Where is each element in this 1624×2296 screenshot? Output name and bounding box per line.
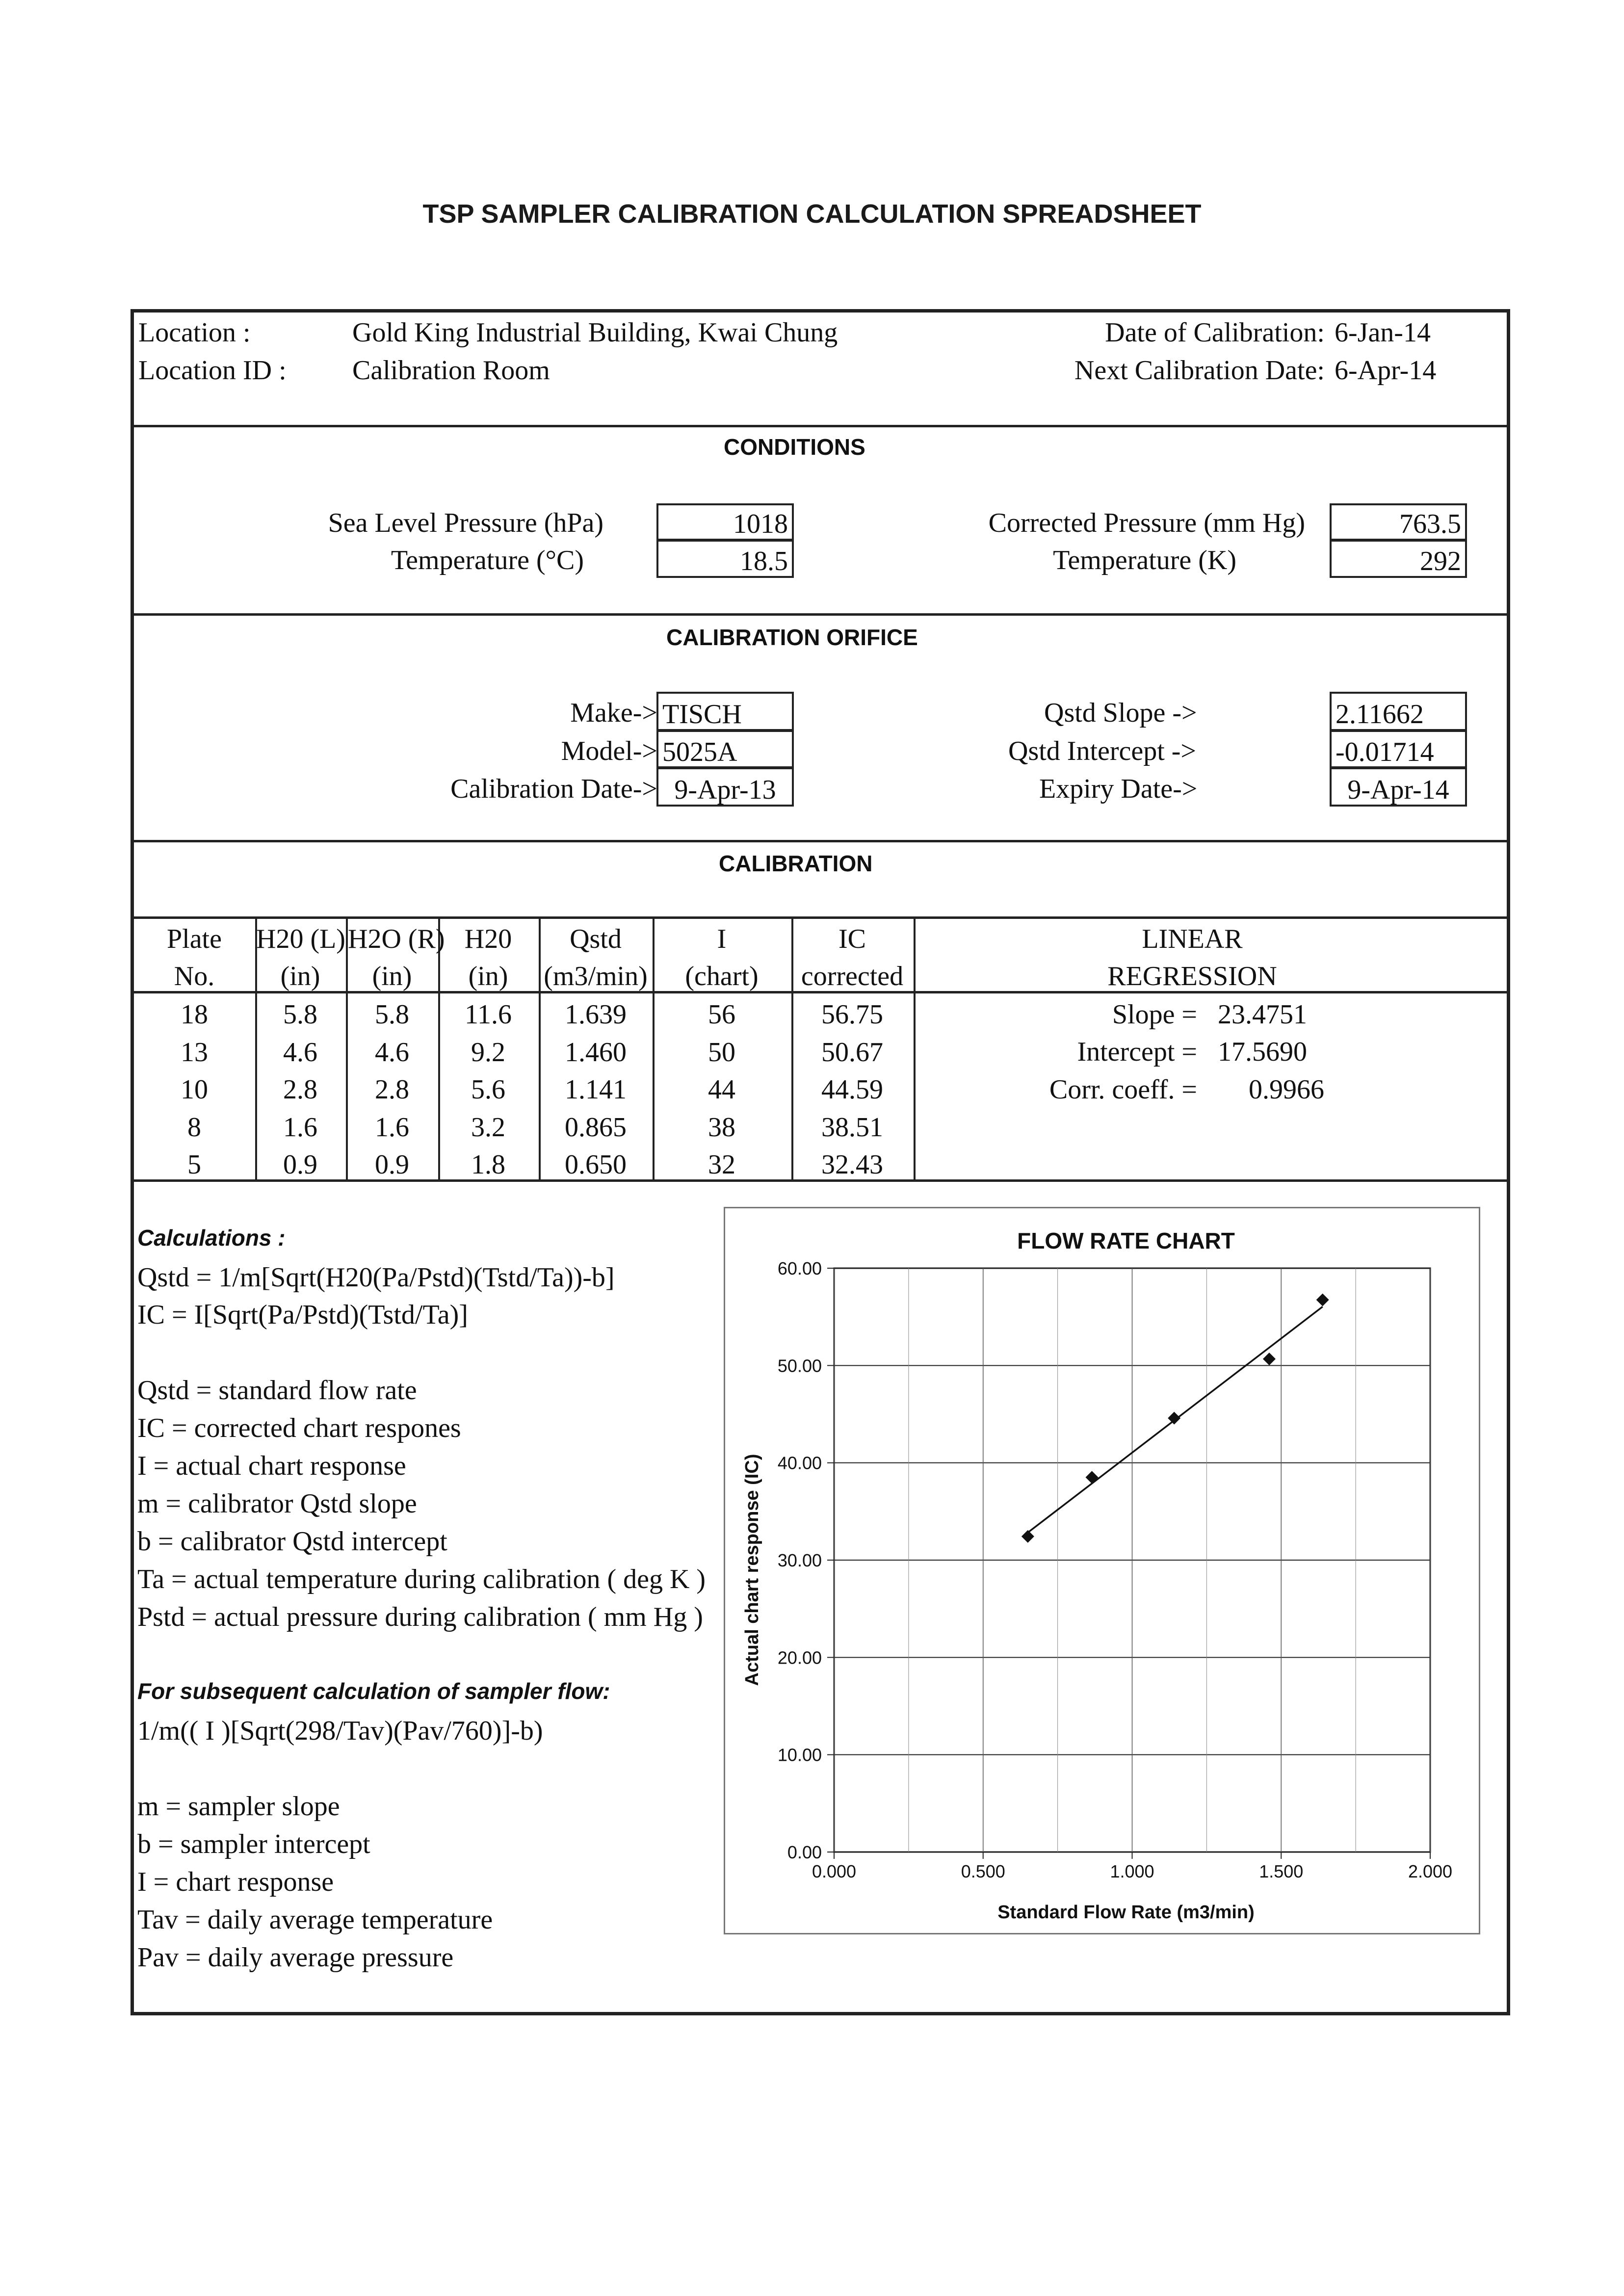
subsequent-title: For subsequent calculation of sampler flow: xyxy=(137,1678,610,1704)
conditions-title: CONDITIONS xyxy=(724,434,865,460)
definition-line: I = actual chart response xyxy=(137,1451,406,1481)
data-point xyxy=(1168,1412,1180,1425)
y-tick-label: 20.00 xyxy=(777,1647,822,1668)
definition-line: Pstd = actual pressure during calibration ( mm Hg ) xyxy=(137,1602,703,1632)
table-cell: 13 xyxy=(181,1037,208,1068)
y-tick-label: 40.00 xyxy=(777,1453,822,1473)
table-header-cell: IC xyxy=(838,924,866,954)
regression-intercept-value: 17.5690 xyxy=(1218,1037,1307,1067)
date-of-calibration-value: 6-Jan-14 xyxy=(1335,317,1431,348)
divider xyxy=(133,613,1507,616)
table-cell: 5.6 xyxy=(471,1074,505,1105)
table-header-cell: H2O (R) xyxy=(348,924,445,954)
formula-ic: IC = I[Sqrt(Pa/Pstd)(Tstd/Ta)] xyxy=(137,1300,468,1330)
table-cell: 8 xyxy=(187,1112,201,1143)
flow-rate-chart xyxy=(724,1207,1480,1934)
table-cell: 1.6 xyxy=(283,1112,317,1143)
x-tick-label: 0.500 xyxy=(961,1861,1005,1881)
orifice-calibration-date-value: 9-Apr-13 xyxy=(656,767,794,807)
qstd-intercept-value: -0.01714 xyxy=(1330,730,1467,768)
location-value: Gold King Industrial Building, Kwai Chung xyxy=(352,317,838,348)
date-of-calibration-label: Date of Calibration: xyxy=(1105,317,1325,348)
chart-x-axis-label: Standard Flow Rate (m3/min) xyxy=(997,1902,1255,1923)
make-label: Make-> xyxy=(570,698,657,728)
table-cell: 1.8 xyxy=(471,1149,505,1180)
sea-level-pressure-label: Sea Level Pressure (hPa) xyxy=(328,508,603,538)
table-cell: 0.650 xyxy=(565,1149,627,1180)
definition-line: Qstd = standard flow rate xyxy=(137,1375,417,1406)
temperature-k-label: Temperature (K) xyxy=(1053,545,1236,575)
x-tick-label: 1.000 xyxy=(1110,1861,1154,1881)
table-cell: 1.6 xyxy=(375,1112,409,1143)
calculations-title: Calculations : xyxy=(137,1225,286,1251)
regression-intercept-label: Intercept = xyxy=(1077,1037,1197,1067)
chart-title: FLOW RATE CHART xyxy=(1017,1228,1235,1253)
table-cell: 2.8 xyxy=(283,1074,317,1105)
calibration-orifice-title: CALIBRATION ORIFICE xyxy=(666,625,918,650)
formula-qstd: Qstd = 1/m[Sqrt(H20(Pa/Pstd)(Tstd/Ta))-b] xyxy=(137,1262,615,1293)
data-point xyxy=(1022,1530,1034,1543)
table-cell: 4.6 xyxy=(375,1037,409,1068)
table-cell: 5.8 xyxy=(283,999,317,1030)
next-calibration-label: Next Calibration Date: xyxy=(1074,355,1325,386)
table-header-cell: Plate xyxy=(167,924,222,954)
table-cell: 4.6 xyxy=(283,1037,317,1068)
table-header-unit: corrected xyxy=(801,961,904,991)
table-cell: 2.8 xyxy=(375,1074,409,1105)
table-header-unit: (in) xyxy=(280,961,320,991)
table-cell: 1.639 xyxy=(565,999,627,1030)
make-value: TISCH xyxy=(656,692,794,731)
table-header-unit: (in) xyxy=(468,961,508,991)
corrected-pressure-value: 763.5 xyxy=(1330,503,1467,541)
table-cell: 0.865 xyxy=(565,1112,627,1143)
subsequent-formula: 1/m(( I )[Sqrt(298/Tav)(Pav/760)]-b) xyxy=(137,1716,543,1746)
table-cell: 56.75 xyxy=(821,999,883,1030)
table-cell: 0.9 xyxy=(375,1149,409,1180)
chart-y-axis-label: Actual chart response (IC) xyxy=(742,1454,762,1686)
table-cell: 32 xyxy=(708,1149,735,1180)
definition-line: b = calibrator Qstd intercept xyxy=(137,1526,447,1557)
table-cell: 44 xyxy=(708,1074,735,1105)
y-tick-label: 30.00 xyxy=(777,1550,822,1570)
qstd-slope-value: 2.11662 xyxy=(1330,692,1467,731)
table-header-unit: (chart) xyxy=(685,961,759,991)
expiry-date-value: 9-Apr-14 xyxy=(1330,767,1467,807)
temperature-c-value: 18.5 xyxy=(656,540,794,578)
table-cell: 0.9 xyxy=(283,1149,317,1180)
calibration-title: CALIBRATION xyxy=(719,851,873,876)
regression-corr-value: 0.9966 xyxy=(1249,1074,1324,1105)
table-cell: 18 xyxy=(181,999,208,1030)
model-value: 5025A xyxy=(656,730,794,768)
col-divider xyxy=(914,917,916,1180)
table-header-cell: H20 xyxy=(464,924,512,954)
data-point xyxy=(1316,1293,1329,1306)
table-cell: 11.6 xyxy=(465,999,512,1030)
definition-line: Pav = daily average pressure xyxy=(137,1942,454,1973)
table-header-cell: I xyxy=(717,924,727,954)
table-cell: 5 xyxy=(187,1149,201,1180)
table-cell: 10 xyxy=(181,1074,208,1105)
location-label: Location : xyxy=(138,317,251,348)
y-tick-label: 50.00 xyxy=(777,1356,822,1376)
definition-line: I = chart response xyxy=(137,1867,334,1897)
table-header-cell: H20 (L) xyxy=(256,924,345,954)
temperature-k-value: 292 xyxy=(1330,540,1467,578)
table-header-unit: (m3/min) xyxy=(544,961,648,991)
table-cell: 9.2 xyxy=(471,1037,505,1068)
y-tick-label: 0.00 xyxy=(787,1842,822,1862)
orifice-calibration-date-label: Calibration Date-> xyxy=(450,774,657,804)
y-tick-label: 10.00 xyxy=(777,1745,822,1765)
table-cell: 38.51 xyxy=(821,1112,883,1143)
definition-line: b = sampler intercept xyxy=(137,1829,370,1859)
regression-slope-label: Slope = xyxy=(1112,999,1197,1030)
divider xyxy=(133,1179,1507,1182)
x-tick-label: 1.500 xyxy=(1259,1861,1304,1881)
regression-title-line1: LINEAR xyxy=(1142,924,1243,954)
definition-line: m = sampler slope xyxy=(137,1791,340,1822)
divider xyxy=(133,916,1507,919)
divider xyxy=(133,425,1507,427)
table-cell: 38 xyxy=(708,1112,735,1143)
location-id-value: Calibration Room xyxy=(352,355,550,386)
data-point xyxy=(1263,1353,1276,1365)
table-header-unit: No. xyxy=(174,961,215,991)
next-calibration-value: 6-Apr-14 xyxy=(1335,355,1437,386)
regression-slope-value: 23.4751 xyxy=(1218,999,1307,1030)
table-cell: 50 xyxy=(708,1037,735,1068)
table-cell: 44.59 xyxy=(821,1074,883,1105)
table-header-unit: (in) xyxy=(372,961,412,991)
table-cell: 5.8 xyxy=(375,999,409,1030)
corrected-pressure-label: Corrected Pressure (mm Hg) xyxy=(988,508,1305,538)
x-tick-label: 0.000 xyxy=(812,1861,857,1881)
definition-line: Tav = daily average temperature xyxy=(137,1905,493,1935)
regression-corr-label: Corr. coeff. = xyxy=(1049,1074,1197,1105)
model-label: Model-> xyxy=(561,736,657,766)
qstd-slope-label: Qstd Slope -> xyxy=(1044,698,1197,728)
table-cell: 1.141 xyxy=(565,1074,627,1105)
table-cell: 50.67 xyxy=(821,1037,883,1068)
x-tick-label: 2.000 xyxy=(1408,1861,1453,1881)
temperature-c-label: Temperature (°C) xyxy=(391,545,584,575)
divider xyxy=(133,840,1507,842)
definition-line: IC = corrected chart respones xyxy=(137,1413,461,1443)
table-cell: 32.43 xyxy=(821,1149,883,1180)
definition-line: m = calibrator Qstd slope xyxy=(137,1488,417,1519)
data-point xyxy=(1085,1471,1098,1484)
page-title: TSP SAMPLER CALIBRATION CALCULATION SPREADSHEET xyxy=(422,199,1202,229)
table-header-cell: Qstd xyxy=(570,924,622,954)
y-tick-label: 60.00 xyxy=(777,1258,822,1278)
table-cell: 3.2 xyxy=(471,1112,505,1143)
location-id-label: Location ID : xyxy=(138,355,287,386)
expiry-date-label: Expiry Date-> xyxy=(1039,774,1198,804)
definition-line: Ta = actual temperature during calibration ( deg K ) xyxy=(137,1564,706,1594)
table-cell: 56 xyxy=(708,999,735,1030)
sea-level-pressure-value: 1018 xyxy=(656,503,794,541)
table-cell: 1.460 xyxy=(565,1037,627,1068)
qstd-intercept-label: Qstd Intercept -> xyxy=(1008,736,1197,766)
regression-title-line2: REGRESSION xyxy=(1107,961,1277,991)
